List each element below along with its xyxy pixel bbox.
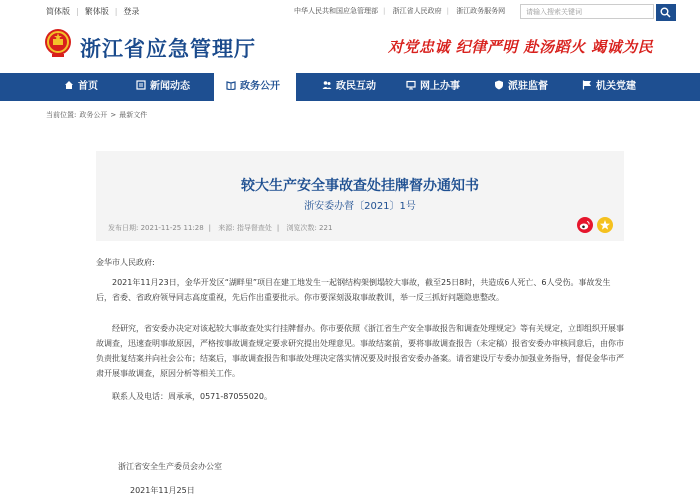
people-icon: [322, 80, 332, 90]
signature-date: 2021年11月25日: [130, 486, 195, 495]
version-links: 简体版 | 繁体版 | 登录: [46, 7, 140, 16]
nav-supervision[interactable]: 派驻监督: [494, 73, 548, 101]
weibo-icon: [577, 217, 593, 233]
book-icon: [226, 80, 236, 90]
home-icon: [64, 80, 74, 90]
publish-time: 发布日期: 2021-11-25 11:28: [108, 224, 204, 232]
breadcrumb: 当前位置: 政务公开 > 最新文件: [46, 111, 148, 119]
nav-interaction[interactable]: 政民互动: [322, 73, 376, 101]
external-links: 中华人民共和国应急管理部 | 浙江省人民政府 | 浙江政务服务网: [294, 7, 506, 15]
article-header: [96, 151, 624, 241]
site-header: [0, 24, 700, 68]
breadcrumb-gov-affairs[interactable]: 政务公开: [79, 111, 108, 119]
paragraph-contact: 联系人及电话：周承承，0571-87055020。: [112, 392, 272, 401]
nav-party-building[interactable]: 机关党建: [582, 73, 636, 101]
slogan: 对党忠诚 纪律严明 赴汤蹈火 竭诚为民: [388, 38, 654, 56]
simplified-link[interactable]: 简体版: [46, 7, 70, 16]
breadcrumb-latest-docs[interactable]: 最新文件: [119, 111, 148, 119]
article-meta: 发布日期: 2021-11-25 11:28 | 来源: 指导督查处 | 浏览次数: 221: [108, 224, 333, 232]
link-service-network[interactable]: 浙江政务服务网: [456, 7, 506, 15]
share-weibo-button[interactable]: [577, 217, 593, 233]
view-count: 浏览次数: 221: [286, 224, 333, 232]
national-emblem-icon: [44, 28, 72, 58]
link-zhejiang-gov[interactable]: 浙江省人民政府: [392, 7, 442, 15]
nav-news[interactable]: 新闻动态: [136, 73, 190, 101]
favorite-button[interactable]: [597, 217, 613, 233]
nav-online-service[interactable]: 网上办事: [406, 73, 460, 101]
login-link[interactable]: 登录: [123, 7, 140, 16]
paragraph-2: 经研究，省安委办决定对该起较大事故查处实行挂牌督办。你市要依照《浙江省生产安全事故报告和调查处理规定》等有关规定，立即组织开展事故调查，迅速查明事故原因，严格按事故调查规定要求研究提出处理意见。事故结案前，要将事故调查报告（未定稿）报省安委办审核同意后，由你市负责批复结案并向社会公布；结案后，事故调查报告和事故处理决定落实情况要及时报省安委办备案。请省建设厅专委办加强业务指导，督促金华市严肃开展事故调查，原因分析等相关工作。: [96, 324, 624, 378]
addressee: 金华市人民政府:: [96, 258, 155, 267]
shield-icon: [494, 80, 504, 90]
search-input[interactable]: 请输入搜索关键词: [520, 4, 654, 19]
article-title: 较大生产安全事故查处挂牌督办通知书: [241, 178, 479, 194]
link-ministry[interactable]: 中华人民共和国应急管理部: [294, 7, 378, 15]
search-icon: [660, 7, 671, 18]
nav-home[interactable]: 首页: [64, 73, 98, 101]
main-nav: [0, 73, 700, 101]
monitor-icon: [406, 80, 416, 90]
site-title[interactable]: 浙江省应急管理厅: [80, 37, 256, 61]
signature-organization: 浙江省安全生产委员会办公室: [118, 462, 222, 471]
news-icon: [136, 80, 146, 90]
nav-gov-affairs[interactable]: 政务公开: [214, 73, 296, 101]
article-source: 来源: 指导督查处: [218, 224, 272, 232]
flag-icon: [582, 80, 592, 90]
top-utility-bar: [0, 0, 700, 24]
search-button[interactable]: [656, 4, 676, 21]
document-number: 浙安委办督〔2021〕1号: [304, 201, 416, 212]
paragraph-1: 2021年11月23日，金华开发区“湖畔里”项目在建工地发生一起钢结构架倒塌较大事故，截至25日8时，共造成6人死亡、6人受伤。事故发生后，省委、省政府领导同志高度重视，先后作出重要批示。你市要深刻汲取事故教训，举一反三抓好问题隐患整改。: [96, 278, 611, 302]
star-icon: [597, 217, 613, 233]
traditional-link[interactable]: 繁体版: [84, 7, 109, 16]
